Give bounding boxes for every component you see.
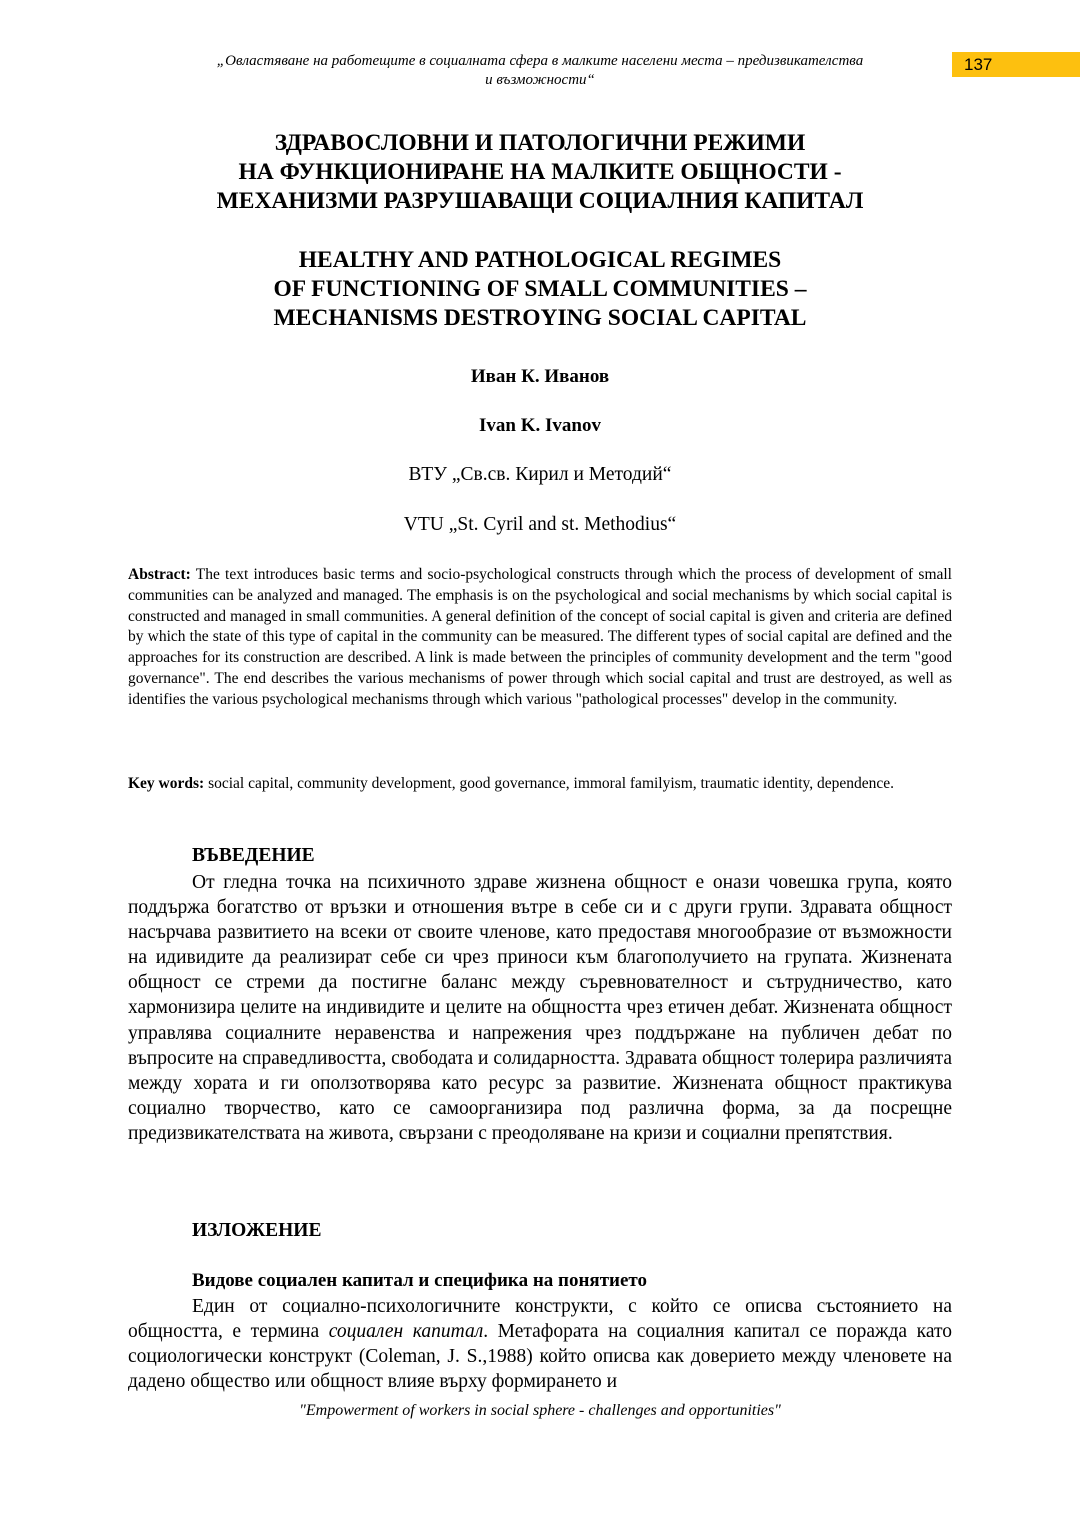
keywords-label: Key words: <box>128 775 205 792</box>
title-bulgarian <box>120 129 960 216</box>
title-bg-line: МЕХАНИЗМИ РАЗРУШАВАЩИ СОЦИАЛНИЯ КАПИТАЛ <box>216 188 864 214</box>
title-en-line: HEALTHY AND PATHOLOGICAL REGIMES <box>298 247 782 273</box>
section-heading-introduction: ВЪВЕДЕНИЕ <box>192 845 315 866</box>
abstract-text: The text introduces basic terms and socio-psychological constructs through which the process of development of small communities can be analyzed and managed. The emphasis is on the psychological and social mechanisms by which social capital is constructed and managed in small communities. A general definition of the concept of social capital is given and criteria are defined by which the state of this type of capital in the community can be measured. The different types of social capital are defined and the approaches for its construction are described. A link is made between the principles of community development and the term "good governance". The end describes the various mechanisms of power through which social capital and trust are destroyed, as well as identifies the various psychological mechanisms through which various "pathological processes" develop in the community. <box>128 566 952 708</box>
running-footer: "Empowerment of workers in social sphere - challenges and opportunities" <box>299 1402 781 1419</box>
abstract <box>128 565 952 711</box>
author-english: Ivan K. Ivanov <box>479 415 601 436</box>
title-en-line: OF FUNCTIONING OF SMALL COMMUNITIES – <box>273 276 807 302</box>
affiliation-bulgarian: ВТУ „Св.св. Кирил и Методий“ <box>408 464 672 485</box>
exposition-text-part-1: Един от социално-психологичните конструкти, с който се описва състоянието на общността, е термина <box>128 1296 952 1343</box>
subsection-heading: Видове социален капитал и специфика на понятието <box>192 1270 648 1291</box>
title-bg-line: ЗДРАВОСЛОВНИ И ПАТОЛОГИЧНИ РЕЖИМИ <box>274 130 806 156</box>
affiliation-english: VTU „St. Cyril and st. Methodius“ <box>403 514 677 535</box>
exposition-italic-term: социален капитал <box>328 1321 484 1343</box>
keywords-text: social capital, community development, good governance, immoral familyism, traumatic identity, dependence. <box>208 775 895 792</box>
running-header-line-2: и възможности“ <box>485 72 595 88</box>
section-heading-exposition: ИЗЛОЖЕНИЕ <box>192 1220 322 1241</box>
title-en-line: MECHANISMS DESTROYING SOCIAL CAPITAL <box>273 305 807 331</box>
title-bg-line: НА ФУНКЦИОНИРАНЕ НА МАЛКИТЕ ОБЩНОСТИ - <box>238 159 842 185</box>
running-header <box>120 52 960 90</box>
title-english <box>120 246 960 333</box>
running-header-line-1: „Овластяване на работещите в социалната сфера в малките населени места – предизвикателства <box>216 53 864 69</box>
page-number-badge: 137 <box>952 52 1080 77</box>
author-bulgarian: Иван К. Иванов <box>470 366 610 387</box>
exposition-text-part-2: . Метафората на социалния капитал се поражда като социологически конструкт (Coleman, J. S.,1988) който описва как доверието между членовете на дадено общество или общност влияе върху формирането и <box>128 1321 952 1393</box>
abstract-label: Abstract: <box>128 566 191 583</box>
keywords <box>128 772 952 795</box>
exposition-paragraph <box>128 1294 952 1394</box>
introduction-paragraph: От гледна точка на психичното здраве жизнена общност е онази човешка група, която поддържа богатство от връзки и отношения вътре в себе си и с други групи. Здравата общност насърчава развитието на всеки от своите членове, като предоставя многообразие от възможности на идивидите да реализират себе си чрез приноси към благополучието на групата. Жизнената общност се стреми да постигне баланс между съревнователност и сътрудничество, като хармонизира целите на индивидите и целите на общността чрез етичен дебат. Жизнената общност управлява социалните неравенства и напрежения чрез поддържане на публичен дебат по въпросите на справедливостта, свободата и солидарността. Здравата общност толерира различията между хората и ги оползотворява като ресурс за развитие. Жизнената общност практикува социално творчество, като се самоорганизира под различна форма, за да посрещне предизвикателствата на живота, свързани с преодоляване на кризи и социални препятствия. <box>128 872 952 1144</box>
